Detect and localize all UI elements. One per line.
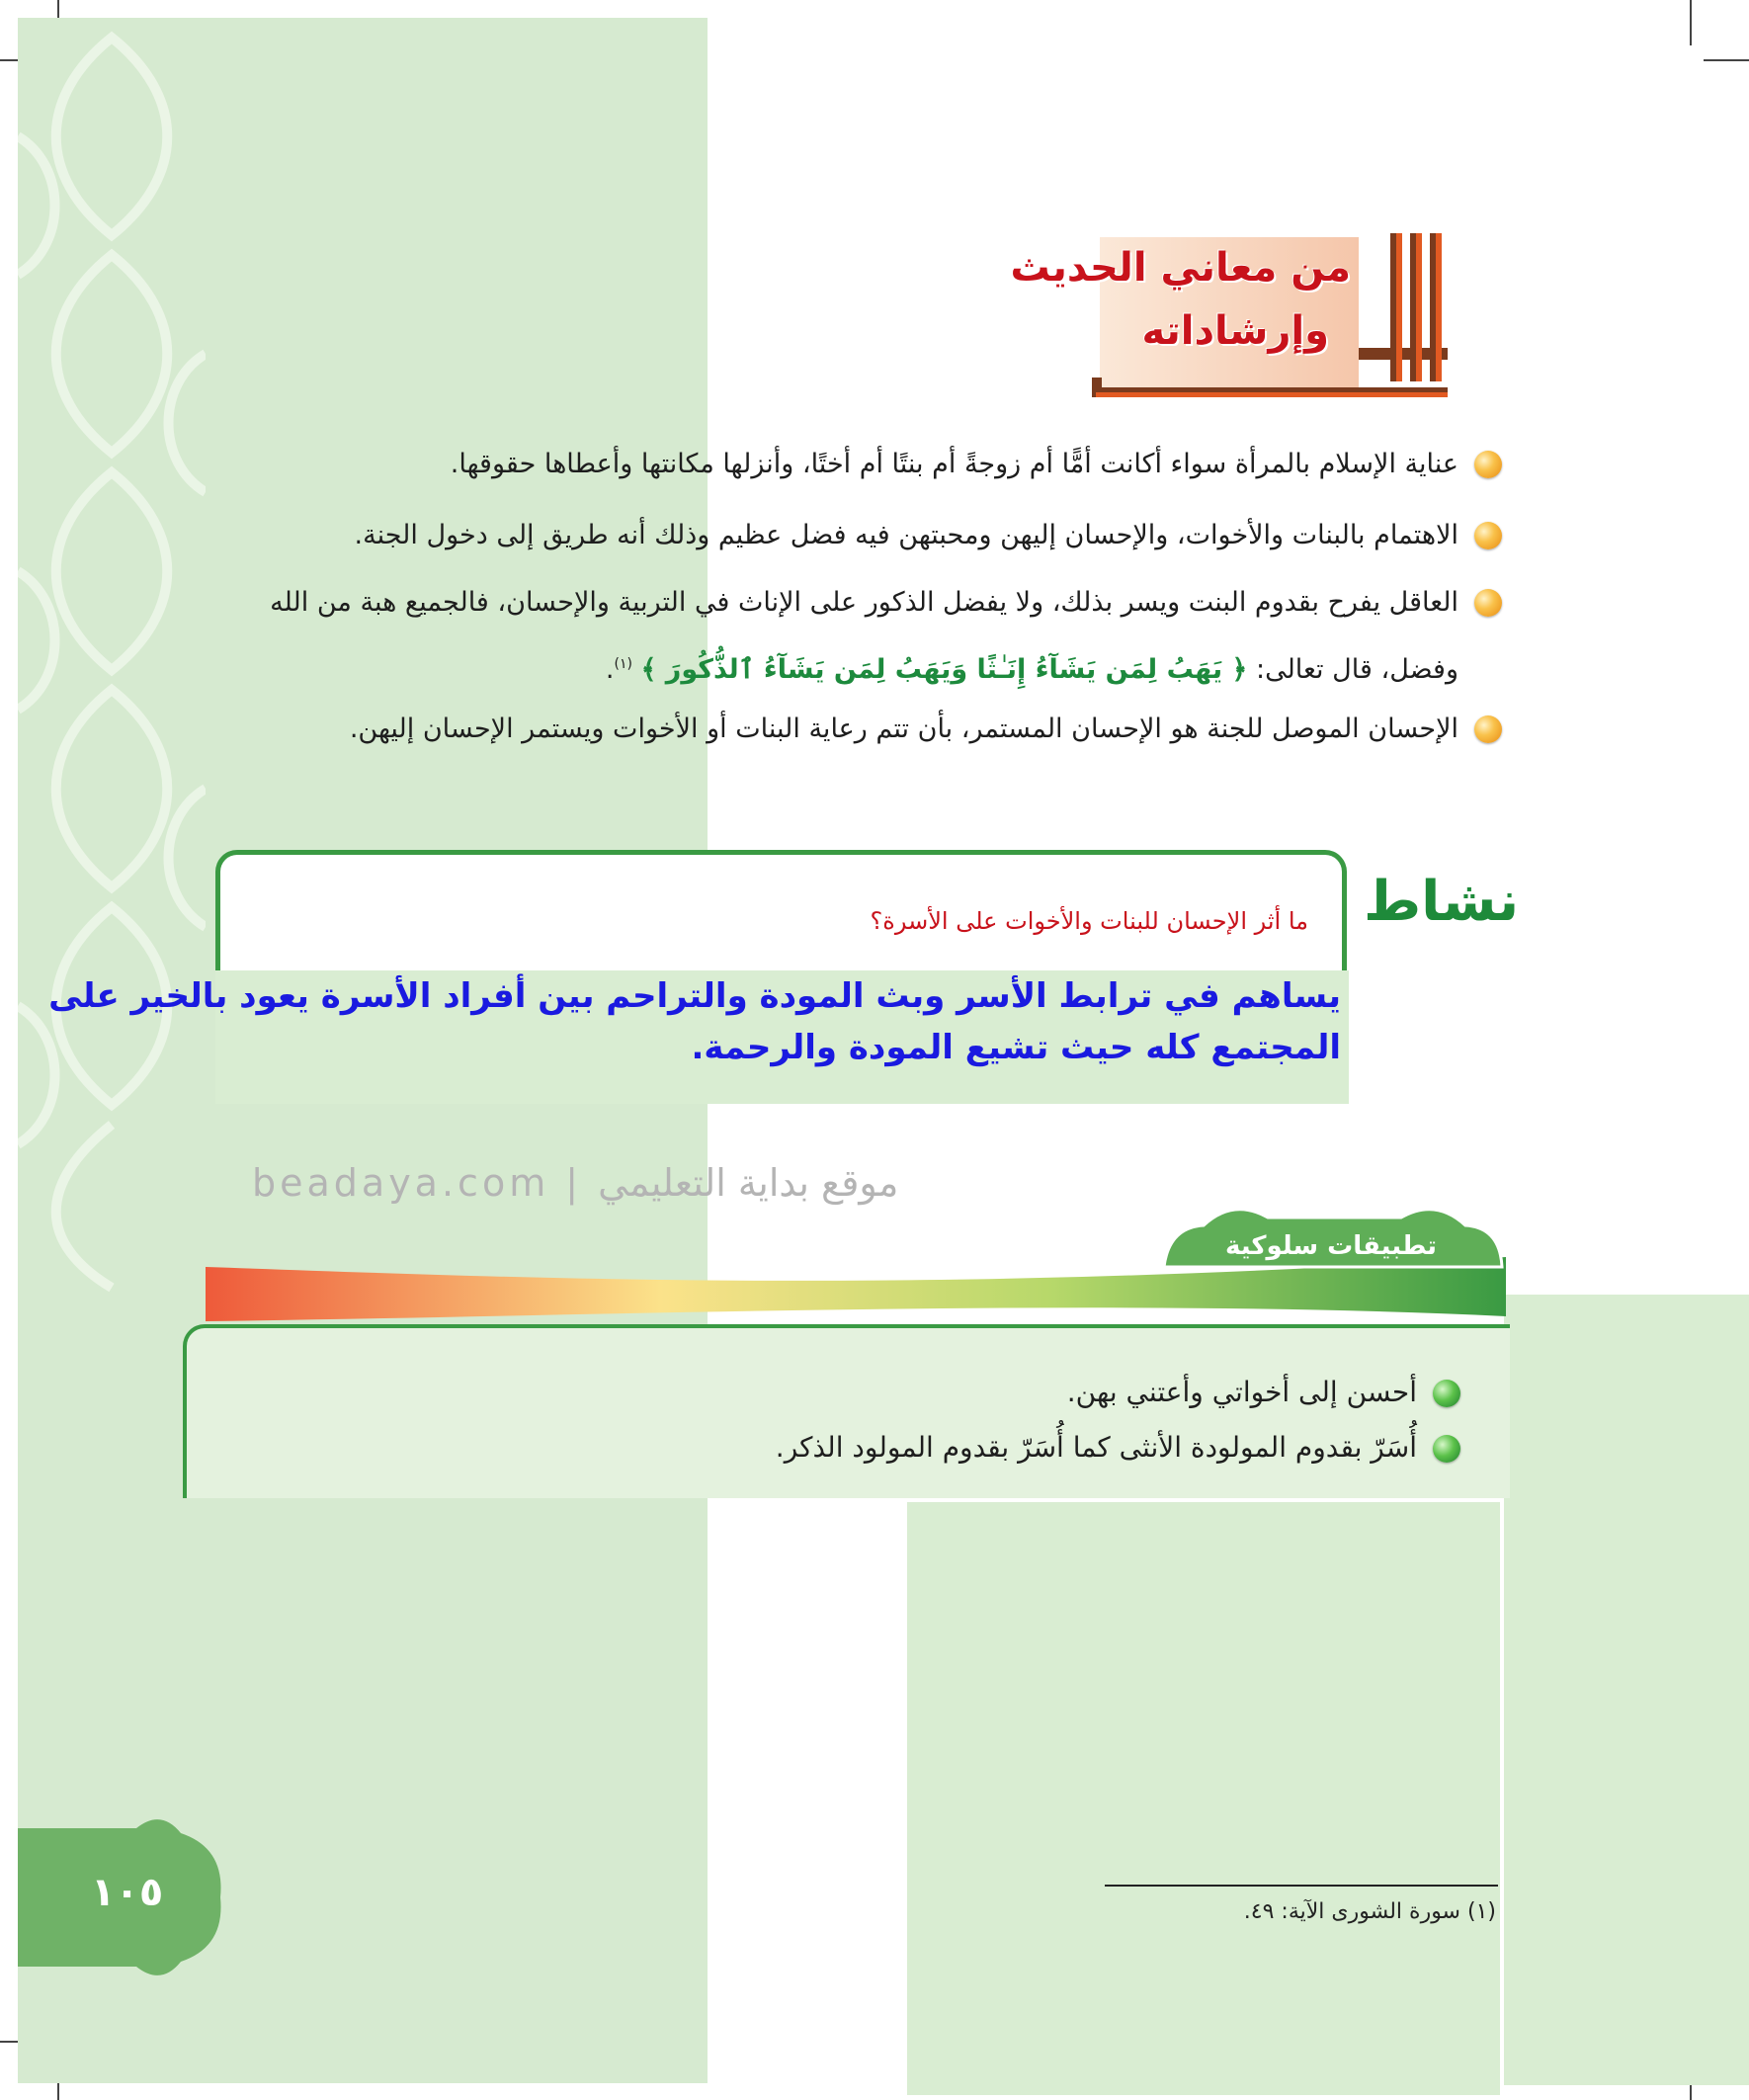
quran-verse: ﴿ يَهَبُ لِمَن يَشَآءُ إِنَـٰثًا وَيَهَبُ لِمَن يَشَآءُ ٱلذُّكُورَ ﴾ <box>640 654 1248 685</box>
section-title-block <box>1010 229 1458 407</box>
list-item-text: العاقل يفرح بقدوم البنت ويسر بذلك، ولا يفضل الذكور على الإناث في التربية والإحسان، فالجميع هبة من الله <box>270 587 1458 618</box>
list-item <box>355 516 1502 555</box>
footnote: (١) سورة الشورى الآية: ٤٩. <box>1243 1899 1496 1924</box>
answer-line-1: يساهم في ترابط الأسر وبث المودة والتراحم بين أفراد الأسرة يعود بالخير على <box>48 976 1341 1016</box>
list-item <box>270 583 1502 623</box>
verse-line <box>606 644 1502 690</box>
crop-mark <box>1704 59 1749 61</box>
list-item <box>1067 1376 1460 1408</box>
behavioral-applications <box>206 1198 1506 1504</box>
ribbon-banner <box>206 1198 1506 1326</box>
list-item <box>350 710 1502 749</box>
activity-label: نشاط <box>1364 870 1520 934</box>
site-watermark: beadaya.com | موقع بداية التعليمي <box>252 1161 899 1205</box>
title-line-2: وإرشاداته <box>1141 308 1329 354</box>
title-line-1: من معاني الحديث <box>1010 245 1351 291</box>
right-background-panel <box>1504 1295 1749 2085</box>
footnote-ref: (١) <box>614 656 632 672</box>
verse-end: . <box>605 654 615 685</box>
arabesque-ornament <box>18 18 206 1293</box>
list-item-text: أُسَرّ بقدوم المولودة الأنثى كما أُسَرّ بقدوم المولود الذكر. <box>775 1431 1417 1464</box>
activity-answer <box>48 970 1349 1104</box>
behavior-title: تطبيقات سلوكية <box>1225 1231 1437 1261</box>
list-item-text: عناية الإسلام بالمرأة سواء أكانت أمًّا أم زوجةً أم بنتًا أم أختًا، وأنزلها مكانتها وأعطاها حقوقها. <box>450 449 1458 479</box>
lower-background-panel <box>907 1502 1500 2095</box>
list-item <box>451 445 1502 484</box>
list-item <box>776 1431 1460 1464</box>
crop-mark <box>1690 0 1692 45</box>
list-item-text: الإحسان الموصل للجنة هو الإحسان المستمر، بأن تتم رعاية البنات أو الأخوات ويستمر الإحسان إليهن. <box>349 714 1458 744</box>
verse-prefix: وفضل، قال تعالى: <box>1255 654 1458 685</box>
page-number: ١٠٥ <box>91 1870 164 1915</box>
orange-bullet-icon <box>1474 451 1502 478</box>
green-bullet-icon <box>1433 1380 1460 1407</box>
list-item-text: أحسن إلى أخواتي وأعتني بهن. <box>1066 1376 1417 1408</box>
list-item-text: الاهتمام بالبنات والأخوات، والإحسان إليهن ومحبتهن فيه فضل عظيم وذلك أنه طريق إلى دخول الجنة. <box>354 520 1458 550</box>
answer-line-2: المجتمع كله حيث تشيع المودة والرحمة. <box>691 1028 1341 1067</box>
footnote-rule <box>1105 1885 1498 1887</box>
green-bullet-icon <box>1433 1435 1460 1463</box>
orange-bullet-icon <box>1474 589 1502 617</box>
orange-bullet-icon <box>1474 522 1502 549</box>
orange-bullet-icon <box>1474 715 1502 743</box>
behavior-box <box>183 1324 1510 1498</box>
activity-question: ما أثر الإحسان للبنات والأخوات على الأسرة؟ <box>870 907 1308 935</box>
